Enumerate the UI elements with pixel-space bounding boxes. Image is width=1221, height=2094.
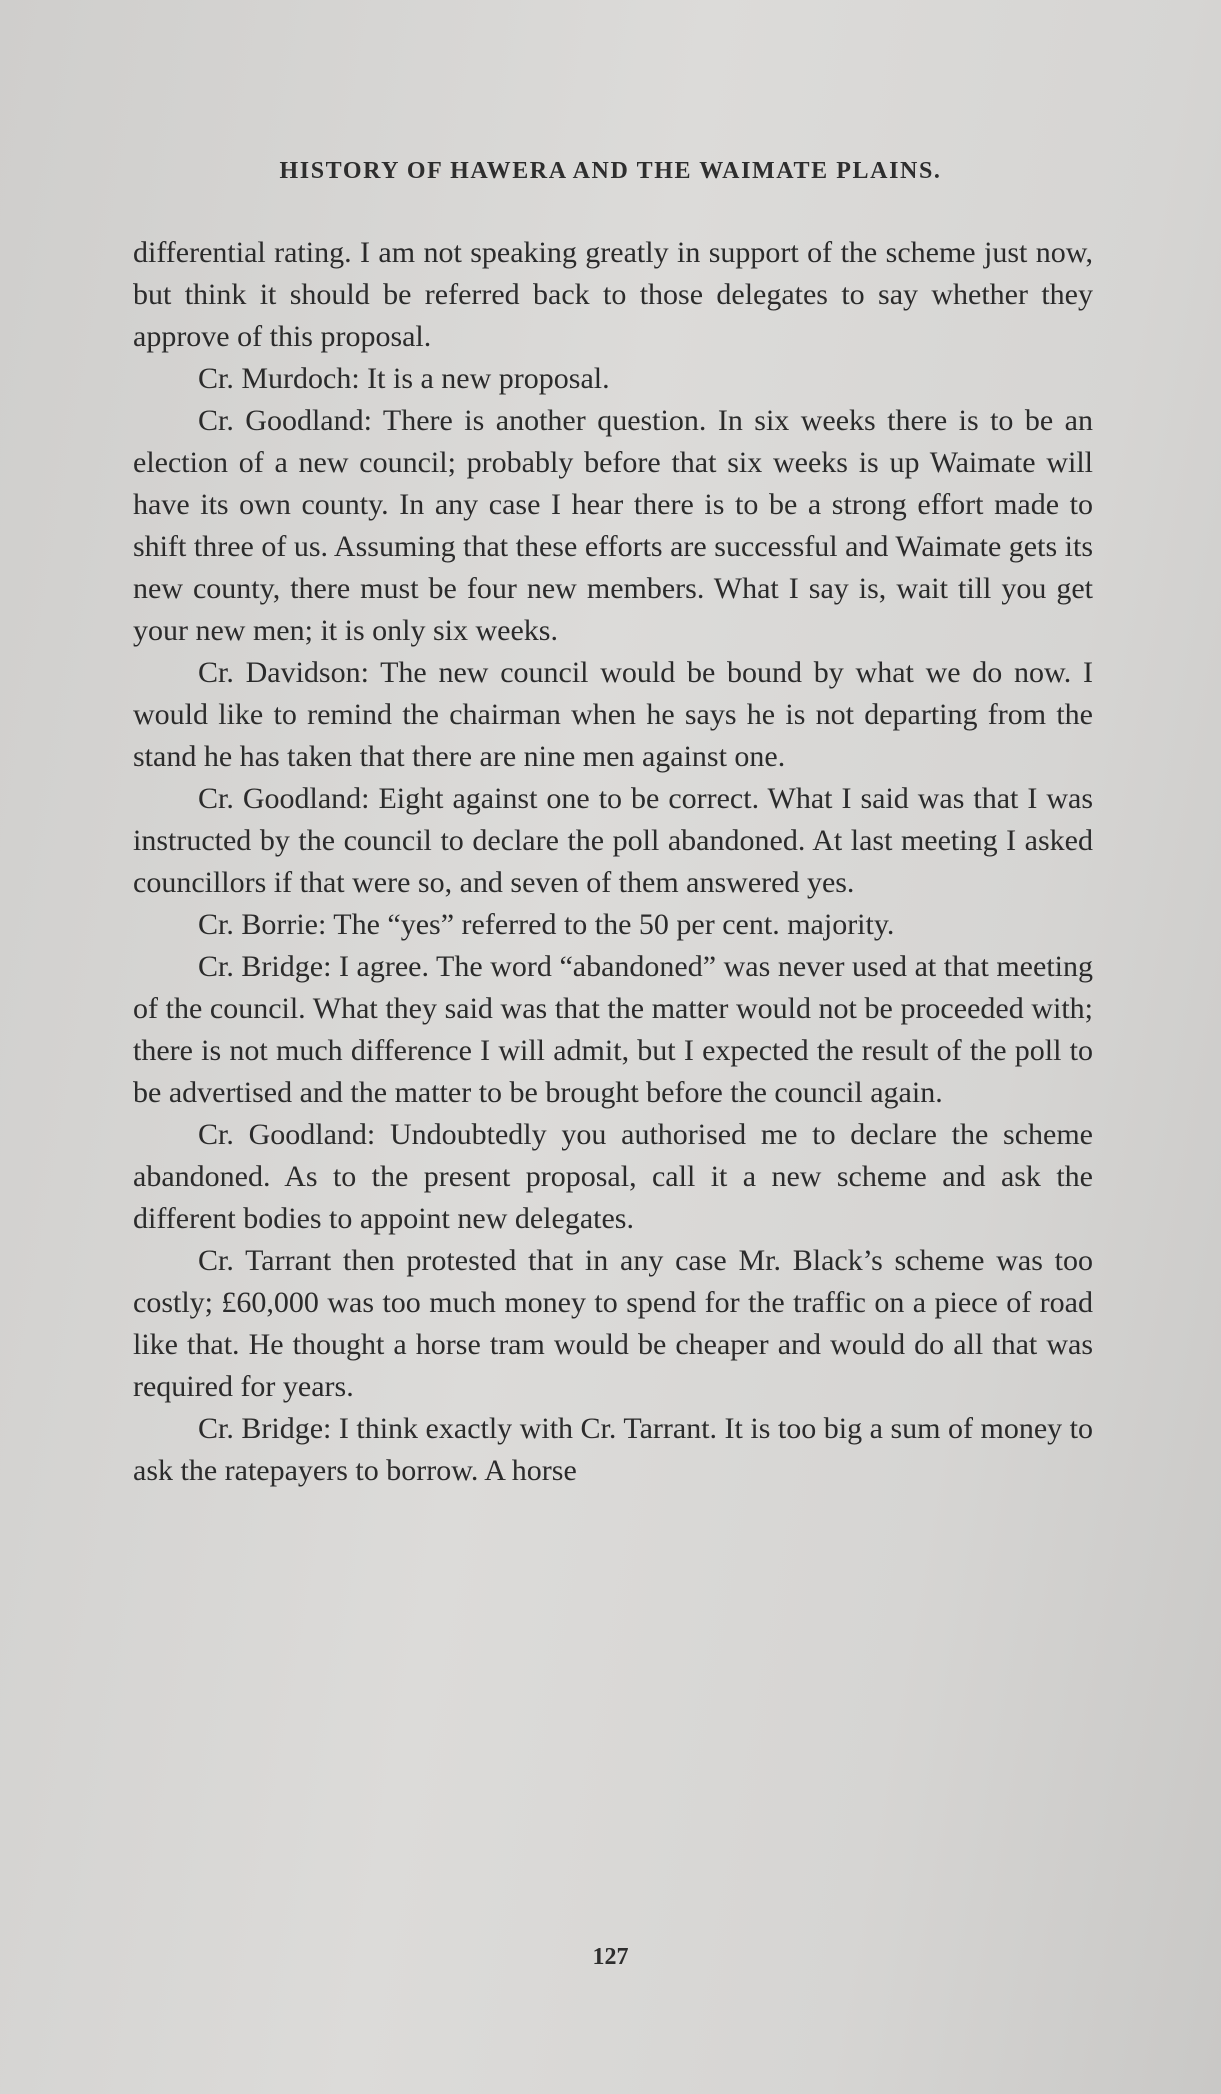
paragraph: Cr. Borrie: The “yes” referred to the 50 per cent. majority.	[198, 908, 895, 941]
body-text	[133, 232, 1093, 1492]
running-head: HISTORY OF HAWERA AND THE WAIMATE PLAINS.	[279, 158, 942, 184]
paragraph: Cr. Bridge: I think exactly with Cr. Tarrant. It is too big a sum of money to ask the ratepayers to borrow. A horse	[133, 1412, 1093, 1487]
paragraph: Cr. Murdoch: It is a new proposal.	[198, 362, 610, 395]
paragraph: Cr. Goodland: Eight against one to be correct. What I said was that I was instructed by the council to declare the poll abandoned. At last meeting I asked councillors if that were so, and seven of them answered yes.	[133, 782, 1093, 899]
paragraph-continued: differential rating. I am not speaking greatly in support of the scheme just now, but think it should be referred back to those delegates to say whether they approve of this proposal.	[133, 236, 1093, 353]
paragraph: Cr. Tarrant then protested that in any case Mr. Black’s scheme was too costly; £60,000 was too much money to spend for the traffic on a piece of road like that. He thought a horse tram would be cheaper and would do all that was required for years.	[133, 1244, 1093, 1403]
paragraph: Cr. Davidson: The new council would be bound by what we do now. I would like to remind the chairman when he says he is not departing from the stand he has taken that there are nine men against one.	[133, 656, 1093, 773]
paragraph: Cr. Goodland: Undoubtedly you authorised me to declare the scheme abandoned. As to the present proposal, call it a new scheme and ask the different bodies to appoint new delegates.	[133, 1118, 1093, 1235]
paragraph: Cr. Bridge: I agree. The word “abandoned” was never used at that meeting of the council. What they said was that the matter would not be proceeded with; there is not much difference I will admit, but I expected the result of the poll to be advertised and the matter to be brought before the council again.	[133, 950, 1093, 1109]
paragraph: Cr. Goodland: There is another question. In six weeks there is to be an election of a new council; probably before that six weeks is up Waimate will have its own county. In any case I hear there is to be a strong effort made to shift three of us. Assuming that these efforts are successful and Waimate gets its new county, there must be four new members. What I say is, wait till you get your new men; it is only six weeks.	[133, 404, 1093, 647]
page-number: 127	[592, 1944, 629, 1970]
